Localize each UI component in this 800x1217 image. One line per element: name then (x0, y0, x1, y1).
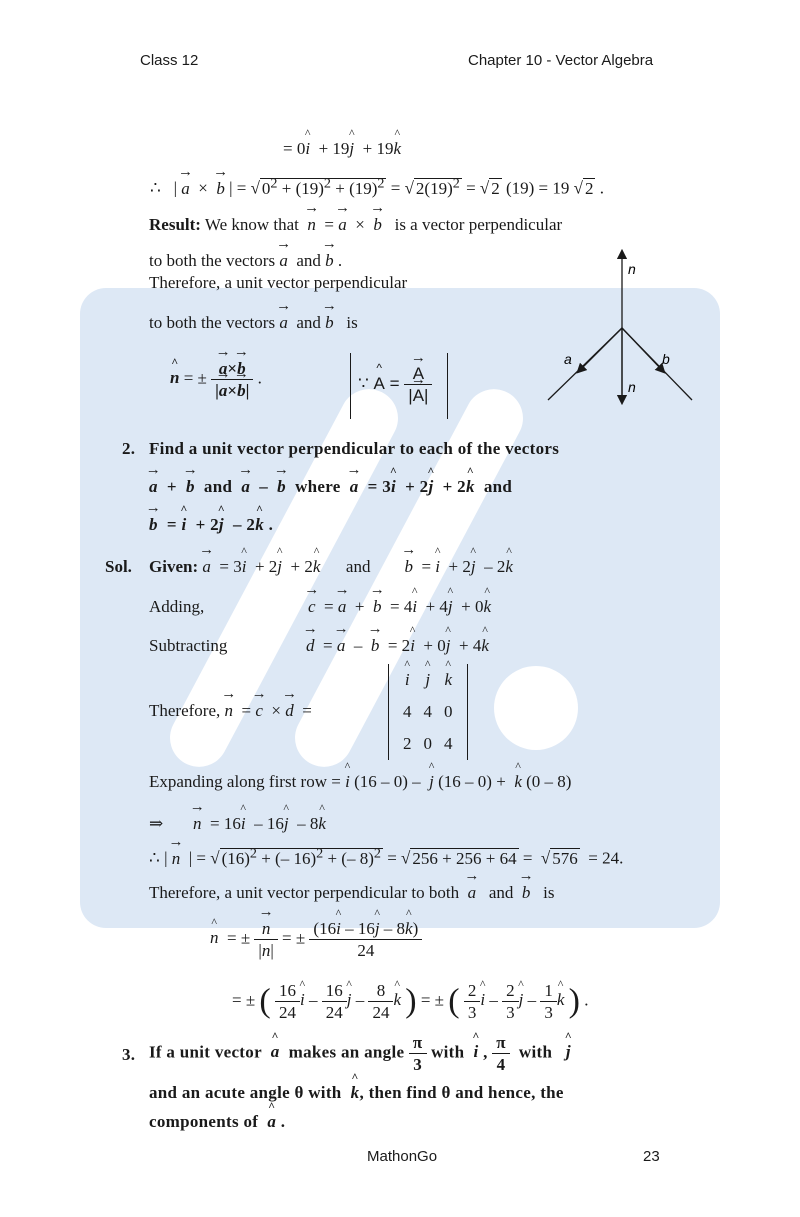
sol-subtracting-eq: → d = → a – → b = 2^ i + 0^ j + 4^ k (306, 637, 489, 654)
q3-number: 3. (122, 1045, 136, 1064)
sol-conclusion: Therefore, a unit vector perpendicular to both → a and → b is (149, 884, 555, 901)
result-and: and (296, 251, 321, 270)
sol-n-magnitude: ∴ | → n | = √ $(16)^2$ + (– 16)$^2$ + (– 8)$^2$ = √ 256 + 256 + 64 = √ 576 = 24. (149, 846, 623, 867)
q2-line-3: → b = ^ i + 2^ j – 2^ k . (149, 516, 273, 533)
sol-adding-eq: → c = → a + → b = 4^ i + 4^ j + 0^ k (308, 598, 491, 615)
sol-therefore-eq: Therefore, → n = → c × → d = (149, 702, 312, 719)
sol-adding-label: Adding, (149, 597, 205, 616)
q2-number: 2. (122, 439, 136, 458)
result-line-4: to both the vectors → a and → b is (149, 314, 358, 331)
eq-unit-normal: ^ n = ± → $\frac{a\times\to b}{|\to a\times\to b|}$ . (170, 360, 262, 399)
q2-line-1: Find a unit vector perpendicular to each of the vectors (149, 439, 560, 458)
a-arrow (580, 328, 622, 370)
q3-line-1: If a unit vector ^ a makes an angle $\frac{\pi}{3}$ with ^ i , $\frac{\pi}{4}$ with ^ j (149, 1034, 571, 1073)
result-text-1: We know that (204, 215, 299, 234)
q3-line-2: and an acute angle θ with ^ k, then find θ and hence, the (149, 1084, 564, 1101)
sol-n-result: ⇒ → n = 16^ i – 16^ j – 8^ k (149, 815, 326, 832)
eq-n-hat-components: = ± ( $\frac{16}{24}$ ^ i – $\frac{16}{24}$ ^ j – $\frac{8}{24}$ ^ k ) = ± ( $\frac{2}{3}$ ^ i – $\frac{2}{3}$ ^ j – $\frac{1}{3}$ ^ k ) . (232, 982, 588, 1021)
result-line-3: Therefore, a unit vector perpendicular (149, 273, 408, 292)
result-text-5: to both the vectors (149, 313, 276, 332)
sol-subtracting-label: Subtracting (149, 636, 228, 655)
result-is: is (346, 313, 358, 332)
label-n-top: n (628, 261, 636, 277)
vector-figure (540, 240, 710, 410)
sol-given: Given: → a = 3^ i + 2^ j + 2^ k and → b = ^ i + 2^ j – 2^ k (149, 558, 513, 575)
eq-cross-product-result: = 0^ i + 19^ j + 19^ k (283, 140, 401, 157)
note-unit-def: ∵ ^ A = → $\frac{A}{|\to A|}$ (358, 365, 432, 404)
label-n-bottom: n (628, 379, 636, 395)
label-a: a (564, 351, 572, 367)
result-label: Result: (149, 215, 201, 234)
result-line-2: to both the vectors → a and → b . (149, 252, 342, 269)
b-arrow (622, 328, 662, 370)
eq-n-hat-final: ^ n = ± → $\frac{n}{|n|}$ = ± $\frac{(16\^{} i - 16\^{} j - 8\^{} k)}{24}$ (210, 920, 422, 959)
q2-line-2: → a + → b and → a – → b where → a = 3^ i + 2^ j + 2^ k and (149, 478, 512, 495)
header-chapter: Chapter 10 - Vector Algebra (468, 52, 654, 69)
result-text-3: to both the vectors (149, 251, 276, 270)
q3-line-3: components of ^ a . (149, 1113, 285, 1130)
label-b: b (662, 351, 670, 367)
sol-label: Sol. (105, 557, 132, 576)
eq-magnitude: ∴ | → a × → b | = √ $0^2 + (19)^2 + (19)^2$ = √ $2(19)^2$ = √ 2 (19) = 19 √ 2 . (150, 176, 604, 197)
result-and-2: and (296, 313, 321, 332)
page-number: 23 (643, 1148, 660, 1165)
result-text-2: is a vector perpendicular (394, 215, 563, 234)
determinant-matrix: ^ i ^ j ^ k 4 4 0 2 0 4 (388, 664, 468, 760)
sol-expanding: Expanding along first row = ^ i (16 – 0) – ^ j (16 – 0) + ^ k (0 – 8) (149, 773, 571, 790)
header-class: Class 12 (140, 52, 199, 69)
footer-brand: MathonGo (367, 1148, 438, 1165)
result-line-1: Result: We know that → n = → a × → b is a vector perpendicular (149, 216, 562, 233)
